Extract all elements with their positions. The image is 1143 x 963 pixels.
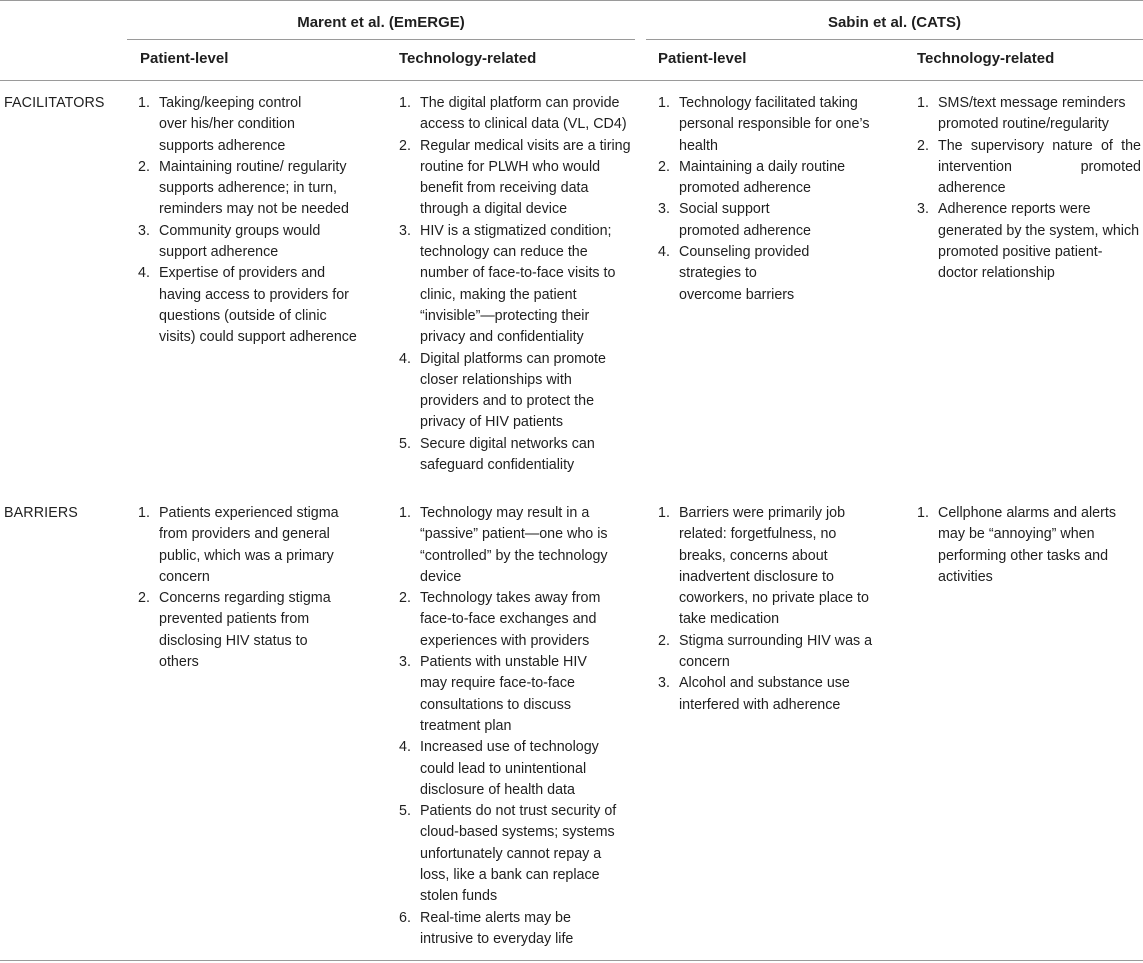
list-item: 2. Maintaining routine/ regularity supports adherence; in turn, reminders may not be needed (138, 158, 349, 218)
list-item: 2. The supervisory nature of the intervention promoted adherence (917, 137, 1141, 197)
list-item: 5. Patients do not trust security of cloud-based systems; systems unfortunately cannot repay a loss, like a bank can replace stolen funds (399, 803, 617, 905)
facilitators-cats-patient-level (658, 93, 890, 306)
list-item: 1. Taking/keeping control over his/her condition supports adherence (138, 95, 302, 154)
list-item: 3. Community groups would support adherence (138, 222, 321, 261)
list-item: 4. Counseling provided strategies to overcome barriers (658, 244, 810, 303)
list-item: 2. Stigma surrounding HIV was a concern (658, 632, 873, 671)
bottom-rule (0, 960, 1143, 961)
list-item: 3. Patients with unstable HIV may require face-to-face consultations to discuss treatment plan (399, 654, 587, 734)
group-header-cats: Sabin et al. (CATS) (827, 14, 962, 31)
list-item: 2. Maintaining a daily routine promoted adherence (658, 158, 846, 197)
row-label-barriers: BARRIERS (4, 505, 78, 521)
list-item: 4. Expertise of providers and having access to providers for questions (outside of clinic visits) could support adherence (138, 265, 357, 346)
barriers-cats-technology-related (917, 503, 1141, 588)
list-item: 2. Concerns regarding stigma prevented patients from disclosing HIV status to others (138, 590, 331, 671)
list-item: 1. SMS/text message reminders promoted routine/regularity (917, 95, 1126, 133)
barriers-emerge-technology-related (399, 503, 631, 950)
barriers-cats-patient-level (658, 503, 890, 716)
list-item: 1. The digital platform can provide access to clinical data (VL, CD4) (399, 95, 627, 133)
facilitators-cats-technology-related (917, 93, 1141, 285)
list-item: 1. Patients experienced stigma from providers and general public, which was a primary concern (138, 505, 339, 585)
row-label-facilitators: FACILITATORS (4, 95, 105, 111)
group-rule-right (646, 39, 1143, 40)
list-item: 1. Technology may result in a “passive” patient—one who is “controlled” by the technology device (399, 505, 608, 585)
list-item: 4. Digital platforms can promote closer relationships with providers and to protect the privacy of HIV patients (399, 350, 606, 431)
facilitators-emerge-patient-level (138, 93, 368, 349)
subheader-emerge-patient-level: Patient-level (140, 50, 229, 67)
list-item: 2. Technology takes away from face-to-face exchanges and experiences with providers (399, 590, 601, 649)
group-header-emerge: Marent et al. (EmERGE) (297, 14, 465, 31)
list-item: 6. Real-time alerts may be intrusive to everyday life (399, 909, 574, 947)
list-item: 2. Regular medical visits are a tiring routine for PLWH who would benefit from receiving data through a digital device (399, 137, 631, 218)
list-item: 3. Adherence reports were generated by the system, which promoted positive patient-doctor relationship (917, 201, 1140, 282)
list-item: 3. Social support promoted adherence (658, 201, 811, 239)
list-item: 1. Technology facilitated taking personal responsible for one’s health (658, 95, 870, 154)
list-item: 4. Increased use of technology could lead to unintentional disclosure of health data (399, 739, 599, 798)
list-item: 5. Secure digital networks can safeguard confidentiality (399, 435, 595, 474)
barriers-emerge-patient-level (138, 503, 368, 673)
list-item: 1. Cellphone alarms and alerts may be “annoying” when performing other tasks and activities (917, 505, 1117, 585)
top-rule (0, 0, 1143, 1)
facilitators-emerge-technology-related (399, 93, 631, 476)
list-item: 3. HIV is a stigmatized condition; technology can reduce the number of face-to-face visits to clinic, making the patient “invisible”—protecting their privacy and confidentiality (399, 222, 616, 346)
list-item: 3. Alcohol and substance use interfered with adherence (658, 675, 850, 713)
group-rule-left (127, 39, 635, 40)
header-bottom-rule (0, 80, 1143, 81)
subheader-cats-technology-related: Technology-related (917, 50, 1055, 67)
subheader-emerge-technology-related: Technology-related (399, 50, 537, 67)
subheader-cats-patient-level: Patient-level (658, 50, 747, 67)
list-item: 1. Barriers were primarily job related: forgetfulness, no breaks, concerns about inadvertent disclosure to coworkers, no private place to take medication (658, 505, 869, 628)
